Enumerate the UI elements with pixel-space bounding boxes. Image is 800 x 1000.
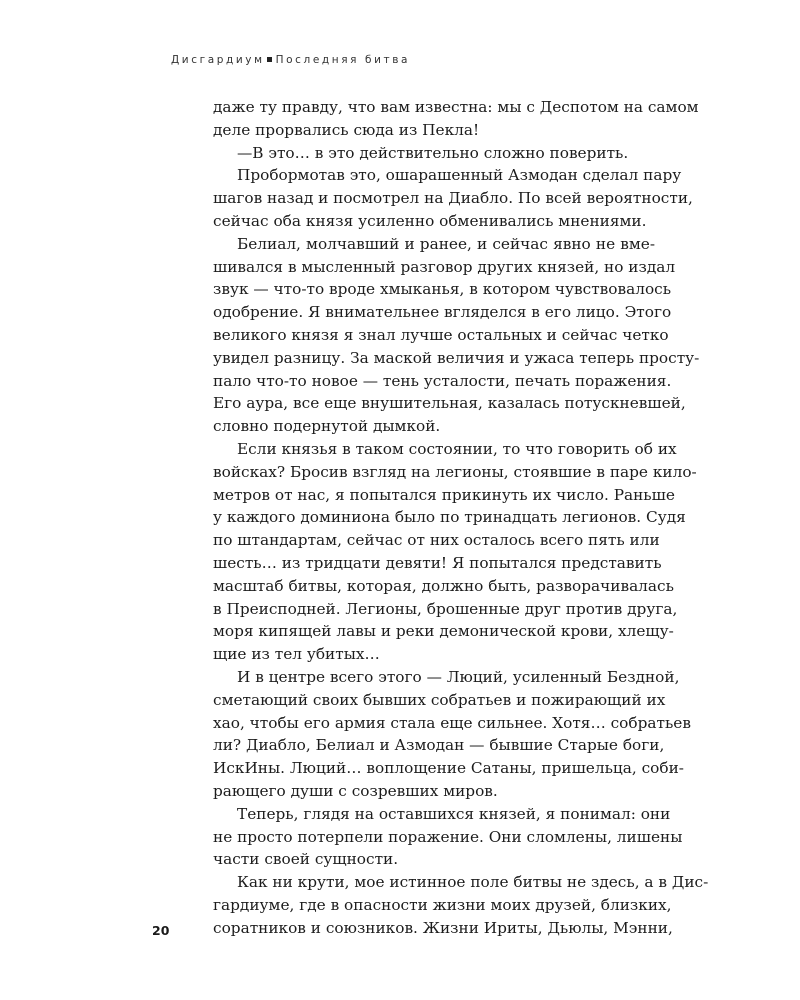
text-line: метров от нас, я попытался прикинуть их число. Раньше <box>213 485 675 504</box>
text-line: части своей сущности. <box>213 850 399 869</box>
text-line: даже ту правду, что вам известна: мы с Деспотом на самом <box>213 98 699 116</box>
text-line: по штандартам, сейчас от них осталось всего пять или <box>213 531 660 550</box>
text-line: Его аура, все еще внушительная, казалась потускневшей, <box>213 394 686 413</box>
text-line: пало что-то новое — тень усталости, печать поражения. <box>213 371 672 390</box>
separator-square-icon <box>267 57 272 62</box>
text-line: шагов назад и посмотрел на Диабло. По всей вероятности, <box>213 189 693 208</box>
text-line: хао, чтобы его армия стала еще сильнее. Хотя… собратьев <box>213 713 691 732</box>
text-line: не просто потерпели поражение. Они сломлены, лишены <box>213 827 683 846</box>
text-line: увидел разницу. За маской величия и ужаса теперь просту- <box>213 348 700 367</box>
text-line: гардиуме, где в опасности жизни моих друзей, близких, <box>213 895 672 914</box>
text-line: И в центре всего этого — Люций, усиленный Бездной, <box>237 667 680 686</box>
page-number: 20 <box>152 923 170 938</box>
text-line: Белиал, молчавший и ранее, и сейчас явно не вме- <box>237 234 655 253</box>
text-line: войсках? Бросив взгляд на легионы, стоявшие в паре кило- <box>213 462 697 481</box>
text-line: Как ни крути, мое истинное поле битвы не здесь, а в Дис- <box>237 873 709 892</box>
text-line: Пробормотав это, ошарашенный Азмодан сделал пару <box>237 166 682 185</box>
text-line: масштаб битвы, которая, должно быть, разворачивалась <box>213 576 674 595</box>
text-line: сметающий своих бывших собратьев и пожирающий их <box>213 690 666 709</box>
text-line: —В это… в это действительно сложно поверить. <box>237 143 629 162</box>
text-line: ли? Диабло, Белиал и Азмодан — бывшие Старые боги, <box>213 736 665 755</box>
text-line: сейчас оба князя усиленно обменивались мнениями. <box>213 211 647 230</box>
text-line: словно подернутой дымкой. <box>213 417 441 436</box>
text-line: моря кипящей лавы и реки демонической крови, хлещу- <box>213 622 674 641</box>
text-line: щие из тел убитых… <box>213 645 380 664</box>
text-line: у каждого доминиона было по тринадцать легионов. Судя <box>213 508 686 527</box>
running-head-book: Дисгардиум <box>171 54 265 66</box>
running-head-title: Последняя битва <box>275 54 411 66</box>
text-line: рающего души с созревших миров. <box>213 781 498 800</box>
text-line: звук — что-то вроде хмыканья, в котором чувствовалось <box>213 280 672 299</box>
text-line: соратников и союзников. Жизни Ириты, Дьюлы, Мэнни, <box>213 918 673 937</box>
text-line: Теперь, глядя на оставшихся князей, я понимал: они <box>237 804 671 823</box>
text-line: ИскИны. Люций… воплощение Сатаны, пришельца, соби- <box>213 759 684 778</box>
running-head <box>171 54 410 66</box>
text-line: одобрение. Я внимательнее вгляделся в его лицо. Этого <box>213 303 672 322</box>
text-line: Если князья в таком состоянии, то что говорить об их <box>237 439 677 458</box>
text-line: в Преисподней. Легионы, брошенные друг против друга, <box>213 599 678 618</box>
text-line: великого князя я знал лучше остальных и сейчас четко <box>213 325 669 344</box>
text-line: шивался в мысленный разговор других князей, но издал <box>213 257 676 276</box>
text-line: деле прорвались сюда из Пекла! <box>213 120 480 139</box>
body-text <box>213 96 709 939</box>
text-line: шесть… из тридцати девяти! Я попытался представить <box>213 553 662 572</box>
